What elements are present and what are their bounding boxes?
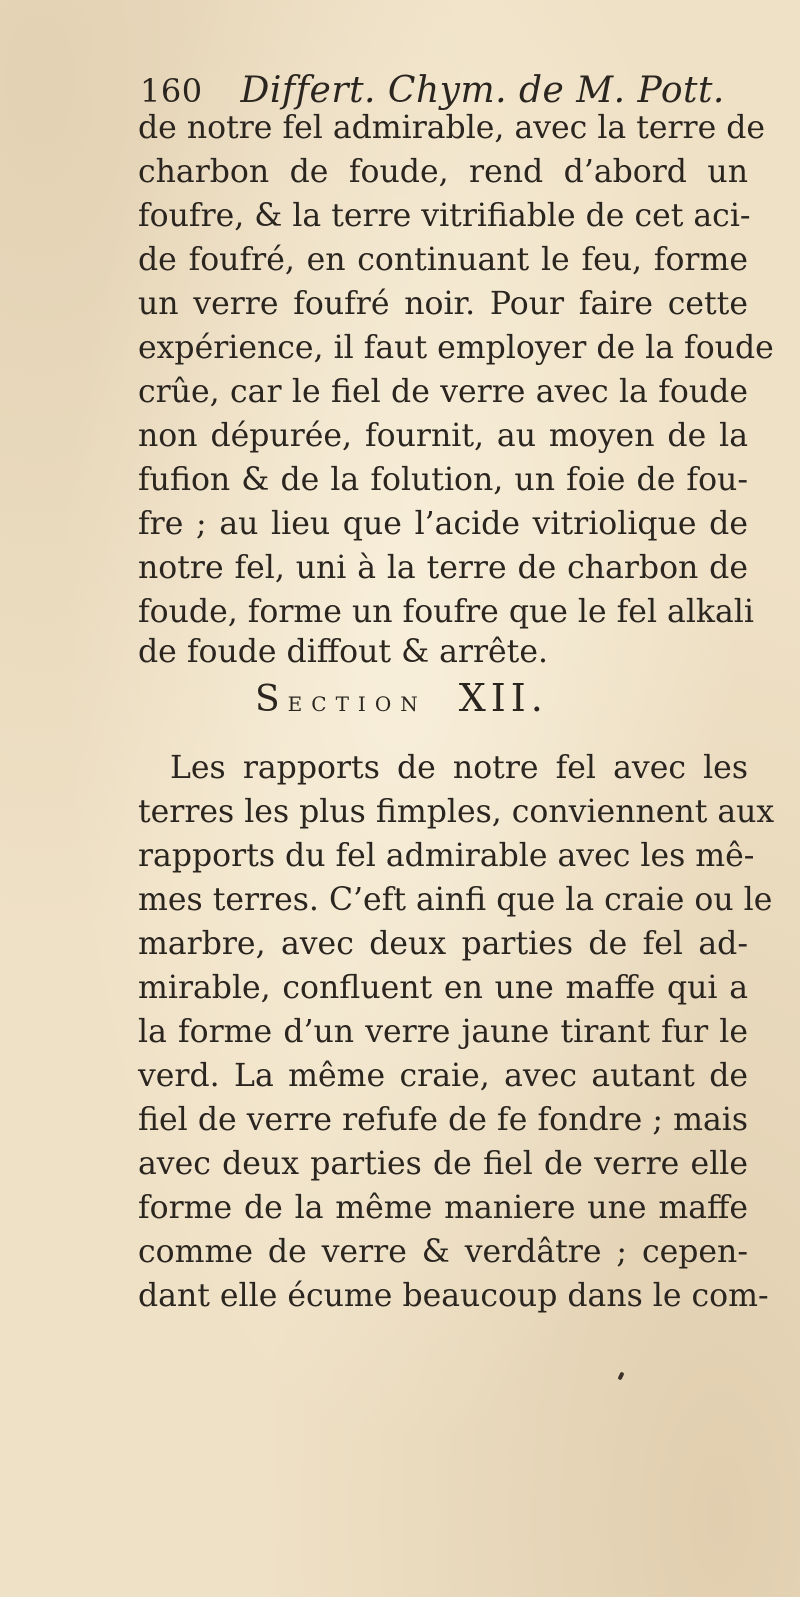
text-line: non dépurée, fournit, au moyen de la	[138, 418, 748, 454]
text-line: marbre, avec deux parties de fel ad-	[138, 926, 748, 962]
running-header	[140, 70, 725, 111]
page-number: 160	[140, 72, 203, 110]
text-line: crûe, car le fiel de verre avec la foude	[138, 374, 748, 410]
ink-speck	[617, 1372, 624, 1381]
text-line: verd. La même craie, avec autant de	[138, 1058, 748, 1094]
text-line: mirable, confluent en une maffe qui a	[138, 970, 748, 1006]
text-line: de notre fel admirable, avec la terre de	[138, 110, 766, 146]
running-title: Differt. Chym. de M. Pott.	[240, 70, 725, 111]
section-heading-word: ECTION	[287, 692, 427, 716]
text-line: terres les plus fimples, conviennent aux	[138, 794, 775, 830]
text-line: mes terres. C’eft ainfi que la craie ou le	[138, 882, 773, 918]
text-line: dant elle écume beaucoup dans le com-	[138, 1278, 769, 1314]
text-line: fufion & de la folution, un foie de fou-	[138, 462, 748, 498]
text-line: fre ; au lieu que l’acide vitriolique de	[138, 506, 748, 542]
text-line: rapports du fel admirable avec les mê-	[138, 838, 755, 874]
text-line: notre fel, uni à la terre de charbon de	[138, 550, 748, 586]
text-line: expérience, il faut employer de la foude	[138, 330, 774, 366]
section-heading	[255, 676, 548, 720]
text-line: foufre, & la terre vitrifiable de cet aci-	[138, 198, 751, 234]
text-line: Les rapports de notre fel avec les	[170, 750, 748, 786]
text-line: avec deux parties de fiel de verre elle	[138, 1146, 748, 1182]
text-line: la forme d’un verre jaune tirant fur le	[138, 1014, 748, 1050]
text-line: charbon de foude, rend d’abord un	[138, 154, 748, 190]
text-line: foude, forme un foufre que le fel alkali	[138, 594, 754, 630]
text-line: de foufré, en continuant le feu, forme	[138, 242, 748, 278]
section-number: XII.	[458, 676, 548, 720]
text-line: de foude diffout & arrête.	[138, 634, 548, 670]
text-line: fiel de verre refufe de fe fondre ; mais	[138, 1102, 748, 1138]
text-line: forme de la même maniere une maffe	[138, 1190, 748, 1226]
text-line: comme de verre & verdâtre ; cepen-	[138, 1234, 748, 1270]
text-line: un verre foufré noir. Pour faire cette	[138, 286, 748, 322]
section-heading-initial: S	[255, 679, 288, 720]
